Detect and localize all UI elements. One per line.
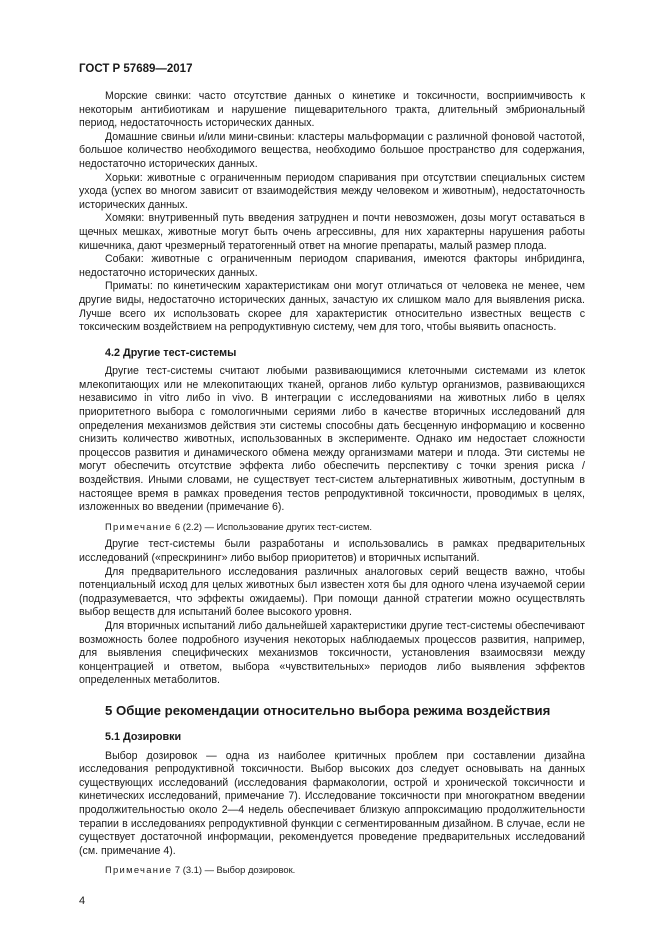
document-body [79,90,585,882]
paragraph-guinea-pigs: Морские свинки: часто отсутствие данных о кинетике и токсичности, восприимчивость к некоторым антибиотикам и нарушение пищеварительного тракта, длительный эмбриональный период, недостаточность исторических данных. [79,90,585,130]
note-6-label: Примечание [105,520,173,532]
paragraph-hamsters: Хомяки: внутривенный путь введения затруднен и почти невозможен, дозы могут оставаться в щечных мешках, животные могут быть очень агрессивны, для них характерны нарушения работы кишечника, дают чрезмерный тератогенный ответ на многие препараты, малый размер плода. [79,212,585,252]
section-4-2-paragraph-3: Для предварительного исследования различных аналоговых серий веществ важно, чтобы потенциальный исход для целых животных был известен хотя бы для одного члена изучаемой серии (подразумевается, что эффекты ожидаемы). При помощи данной стратегии можно осуществлять выбор веществ для испытаний более высокого уровня. [79,565,585,619]
section-5-1-heading: 5.1 Дозировки [105,730,182,743]
section-5-1-paragraph: Выбор дозировок — одна из наиболее критичных проблем при составлении дизайна исследования репродуктивной токсичности. Выбор высоких доз следует основывать на данных существующих исследований (исследования фармакологии, острой и хронической токсичности и кинетических исследований, примечание 7). Исследование токсичности при многократном введении продолжительностью около 2—4 недель обеспечивает близкую аппроксимацию продолжительности терапии в исследованиях репродуктивной функции с сегментированным дизайном. В случае, если не существует достаточной информации, рекомендуется проведение предварительных исследований (см. примечание 4). [79,749,585,857]
paragraph-dogs: Собаки: животные с ограниченным периодом спаривания, имеются факторы инбридинга, недостаточно исторических данных. [79,253,585,279]
note-6-text: 6 (2.2) — Использование других тест-систем. [174,520,372,532]
section-5-heading: 5 Общие рекомендации относительно выбора режима воздействия [105,702,551,718]
paragraph-ferrets: Хорьки: животные с ограниченным периодом спаривания при отсутствии специальных систем ухода (успех во многом зависит от взаимодействия между человеком и животным), недостаточность исторических данных. [79,171,585,211]
note-6 [105,520,585,534]
page-number: 4 [79,895,86,907]
section-4-2-paragraph-1: Другие тест-системы считают любыми развивающимися клеточными системами из клеток млекопитающих или не млекопитающих тканей, органов либо культур организмов, развивающихся независимо in vitro либо in vivo. В интеграции с исследованиями на животных либо в целях приоритетного выбора с гомологичными сериями либо в качестве вторичных исследований для определения механизмов действия эти системы способны дать бесценную информацию и косвенно снизить количество животных, использованных в эксперименте. Однако им недостает сложности процессов развития и динамического обмена между организмами матери и плода. Эти системы не могут обеспечить отсутствие эффекта либо обеспечить перспективу с точки зрения риска / воздействия. Иными словами, не существует тест-систем альтернативных животным, доступным в настоящее время в рамках проведения тестов репродуктивной токсичности, проводимых в целях, изложенных во введении (примечание 6). [79,365,585,514]
standard-header: ГОСТ Р 57689—2017 [79,63,193,75]
note-7 [105,863,585,877]
section-4-2-paragraph-4: Для вторичных испытаний либо дальнейшей характеристики другие тест-системы обеспечивают возможность более подробного изучения некоторых наблюдаемых процессов развития, например, для выявления специфических механизмов токсичности, установления взаимосвязи между концентрацией и ответом, выбора «чувствительных» периодов либо выявления эффектов определенных метаболитов. [79,619,585,687]
paragraph-pigs: Домашние свиньи и/или мини-свиньи: кластеры мальформации с различной фоновой частотой, большое количество необходимого вещества, необходимо большое пространство для содержания, недостаточно исторических данных. [79,130,585,170]
note-7-label: Примечание [105,864,173,876]
section-4-2-paragraph-2: Другие тест-системы были разработаны и использовались в рамках предварительных исследований («прескрининг» либо выбор приоритетов) и вторичных испытаний. [79,538,585,564]
section-4-2-heading: 4.2 Другие тест-системы [105,346,237,359]
paragraph-primates: Приматы: по кинетическим характеристикам они могут отличаться от человека не менее, чем другие виды, недостаточно исторических данных, зачастую их слишком мало для выявления риска. Лучше всего их использовать скорее для характеристик относительно известных веществ с токсическим воздействием на репродуктивную систему, чем для того, чтобы выявить опасность. [79,280,585,334]
note-7-text: 7 (3.1) — Выбор дозировок. [174,864,296,876]
